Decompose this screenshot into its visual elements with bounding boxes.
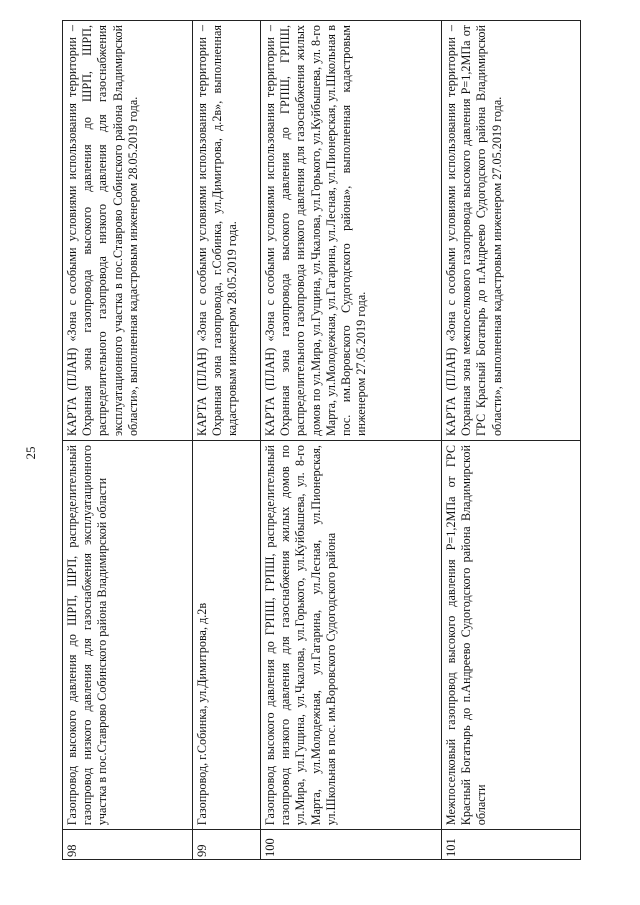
document-description: КАРТА (ПЛАН) «Зона с особыми условиями использования территории – Охранная зона газопровода высокого давления до ШРП, ШРП, распределительного газопровода низкого давления для газоснабжения эксплуатационного участка в пос.Ставрово Собинского района Владимирской области», выполненная кадастровым инженером 28.05.2019 года.	[63, 21, 193, 441]
registry-table	[62, 20, 581, 860]
document-description: КАРТА (ПЛАН) «Зона с особыми условиями использования территории – Охранная зона газопровода высокого давления до ГРПШ, ГРПШ, распределительного газопровода низкого давления для газоснабжения жилых домов по ул.Мира, ул.Гущина, ул.Чкалова, ул.Горького, ул.Куйбышева, ул. 8-го Марта, ул.Молодежная, ул.Гагарина, ул.Лесная, ул.Пионерская, ул.Школьная в пос. им.Воровского Судогодского района», выполненная кадастровым инженером 27.05.2019 года.	[261, 21, 442, 441]
object-description: Газопровод, г.Собинка, ул.Димитрова, д.2в	[193, 441, 261, 830]
row-number: 99	[193, 830, 261, 860]
table-row	[63, 21, 193, 860]
document-description: КАРТА (ПЛАН) «Зона с особыми условиями использования территории – Охранная зона межпоселкового газопровода высокого давления Р=1,2МПа от ГРС Красный Богатырь до п.Андреево Судогодского района Владимирской области», выполненная кадастровым инженером 27.05.2019 года.	[442, 21, 581, 441]
table-row	[442, 21, 581, 860]
row-number: 100	[261, 830, 442, 860]
object-description: Газопровод высокого давления до ШРП, ШРП, распределительный газопровод низкого давления для газоснабжения эксплуатационного участка в пос.Ставрово Собинского района Владимирской области	[63, 441, 193, 830]
page-number-text: 25	[23, 446, 38, 460]
table-row	[193, 21, 261, 860]
document-description: КАРТА (ПЛАН) «Зона с особыми условиями использования территории – Охранная зона газопровода, г.Собинка, ул.Димитрова, д.2в», выполненная кадастровым инженером 28.05.2019 года.	[193, 21, 261, 441]
object-description: Межпоселковый газопровод высокого давления Р=1,2МПа от ГРС Красный Богатырь до п.Андреево Судогодского района Владимирской области	[442, 441, 581, 830]
row-number: 98	[63, 830, 193, 860]
row-number: 101	[442, 830, 581, 860]
table-row	[261, 21, 442, 860]
rotated-table-container	[62, 20, 580, 860]
object-description: Газопровод высокого давления до ГРПШ, ГРПШ, распределительный газопровод низкого давления для газоснабжения жилых домов по ул.Мира, ул.Гущина, ул.Чкалова, ул.Горького, ул.Куйбышева, ул. 8-го Марта, ул.Молодежная, ул.Гагарина, ул.Лесная, ул.Пионерская, ул.Школьная в пос. им.Воровского Судогодского района	[261, 441, 442, 830]
